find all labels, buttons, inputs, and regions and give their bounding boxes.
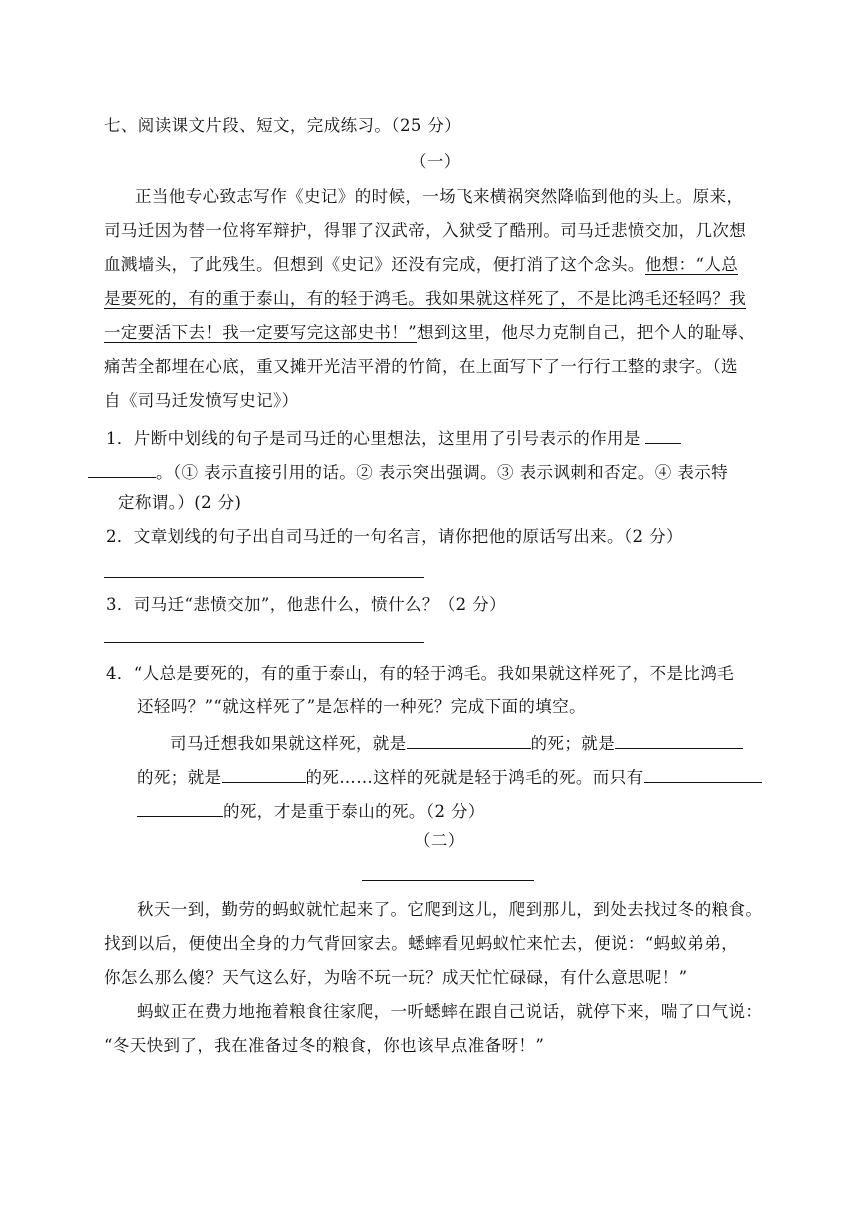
underlined-sentence: 一定要活下去！我一定要写完这部史书！” — [104, 323, 418, 342]
fill-in-line — [170, 730, 743, 755]
answer-blank[interactable] — [222, 764, 306, 783]
question-text-part: 。（① 表示直接引用的话。② 表示突出强调。③ 表示讽刺和否定。④ 表示特 — [156, 463, 729, 482]
question-text: 2．文章划线的句子出自司马迁的一句名言，请你把他的原话写出来。（2 分） — [106, 527, 683, 546]
fill-in-line — [137, 764, 762, 789]
passage-line: 蚂蚁正在费力地拖着粮食往家爬，一听蟋蟀在跟自己说话，就停下来，喘了口气说： — [137, 1002, 763, 1021]
answer-line[interactable] — [104, 642, 424, 643]
question-text: 4．“人总是要死的，有的重于泰山，有的轻于鸿毛。我如果就这样死了，不是比鸿毛 — [106, 664, 735, 683]
title-blank-line[interactable] — [362, 880, 534, 881]
passage-line: 秋天一到，勤劳的蚂蚁就忙起来了。它爬到这儿，爬到那儿，到处去找过冬的粮食。 — [137, 900, 763, 919]
answer-blank[interactable] — [644, 764, 762, 783]
passage-line: “冬天快到了，我在准备过冬的粮食，你也该早点准备呀！” — [104, 1036, 545, 1055]
passage-line: 痛苦全都埋在心底，重又摊开光洁平滑的竹简，在上面写下了一行行工整的隶字。（选 — [104, 357, 738, 376]
question-text: 3．司马迁“悲愤交加”，他悲什么，愤什么？（2 分） — [106, 595, 507, 614]
fill-text: 的死；就是 — [530, 734, 616, 753]
section-heading: 七、阅读课文片段、短文，完成练习。（25 分） — [104, 116, 462, 135]
part2-title: （二） — [414, 831, 465, 850]
fill-in-line — [137, 798, 485, 823]
question-text: 定称谓。）(2 分) — [118, 493, 242, 512]
answer-blank[interactable] — [407, 730, 531, 749]
passage-line — [104, 254, 738, 276]
passage-line — [104, 288, 746, 310]
answer-blank[interactable] — [645, 425, 681, 444]
passage-line: 司马迁因为替一位将军辩护，得罪了汉武帝，入狱受了酷刑。司马迁悲愤交加，几次想 — [104, 221, 747, 240]
question-text — [88, 459, 728, 484]
fill-text: 的死……这样的死就是轻于鸿毛的死。而只有 — [305, 768, 644, 787]
passage-text: 想到这里，他尽力克制自己，把个人的耻辱、 — [417, 323, 756, 342]
fill-text: 的死；就是 — [137, 768, 222, 787]
part1-title: （一） — [410, 152, 461, 171]
passage-line: 找到以后，便使出全身的力气背回家去。蟋蟀看见蚂蚁忙来忙去，便说：“蚂蚁弟弟， — [104, 934, 739, 953]
underlined-sentence: 是要死的，有的重于泰山，有的轻于鸿毛。我如果就这样死了，不是比鸿毛还轻吗？我 — [104, 289, 747, 308]
fill-text: 的死，才是重于泰山的死。（2 分） — [223, 802, 485, 821]
answer-line[interactable] — [104, 577, 424, 578]
answer-blank[interactable] — [615, 730, 743, 749]
passage-line — [104, 322, 755, 344]
passage-line: 你怎么那么傻？天气这么好，为啥不玩一玩？成天忙忙碌碌，有什么意思呢！” — [104, 968, 688, 987]
fill-text: 司马迁想我如果就这样死，就是 — [170, 734, 407, 753]
passage-line: 正当他专心致志写作《史记》的时候，一场飞来横祸突然降临到他的头上。原来， — [135, 187, 744, 206]
question-text-part: 1．片断中划线的句子是司马迁的心里想法，这里用了引号表示的作用是 — [106, 429, 641, 448]
passage-text: 血溅墙头，了此残生。但想到《史记》还没有完成，便打消了这个念头。 — [104, 255, 645, 274]
question-text: 还轻吗？”“就这样死了”是怎样的一种死？完成下面的填空。 — [137, 697, 587, 716]
answer-blank[interactable] — [88, 459, 156, 478]
passage-line: 自《司马迁发愤写史记》） — [104, 391, 299, 410]
answer-blank[interactable] — [137, 798, 223, 817]
question-text — [106, 425, 681, 450]
underlined-sentence: 他想：“人总 — [644, 255, 739, 274]
